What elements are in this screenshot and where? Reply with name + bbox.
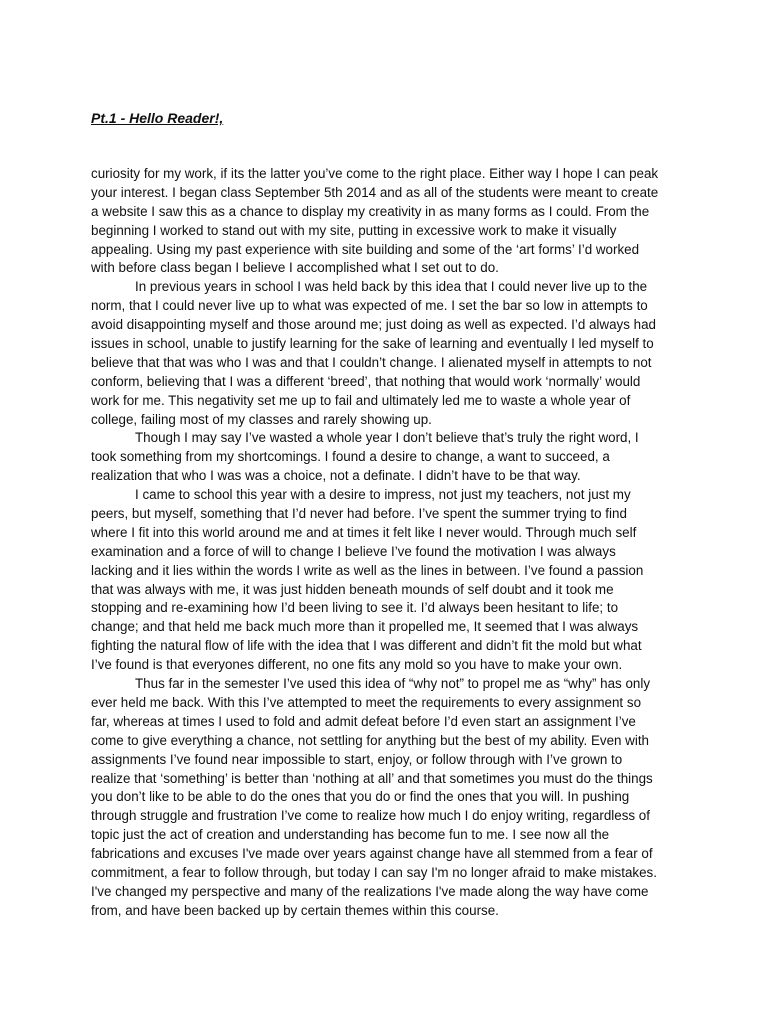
paragraph-first-line: Though I may say I’ve wasted a whole year I don’t believe that’s truly the right word, I [135, 430, 639, 446]
text-line: curiosity for my work, if its the latter you’ve come to the right place. Either way I hope I can peak [91, 166, 659, 181]
text-line: commitment, a fear to follow through, but today I can say I'm no longer afraid to make mistakes. [91, 864, 657, 880]
text-line: realize that ‘something’ is better than ‘nothing at all’ and that sometimes you must do the things [91, 770, 653, 786]
text-line: your interest. I began class September 5th 2014 and as all of the students were meant to create [91, 184, 659, 200]
text-line: appealing. Using my past experience with site building and some of the ‘art forms’ I’d worked [91, 241, 640, 257]
text-line: peers, but myself, something that I’d never had before. I’ve spent the summer trying to find [91, 506, 627, 522]
text-line: change; and that held me back much more than it propelled me, It seemed that I was always [91, 619, 639, 635]
text-line: avoid disappointing myself and those around me; just doing as well as expected. I’d always had [91, 317, 656, 333]
text-line: fighting the natural flow of life with the idea that I was different and didn’t fit the mold but what [91, 638, 642, 654]
document-title: Pt.1 - Hello Reader!, [91, 110, 224, 126]
paragraph-first-line: I came to school this year with a desire to impress, not just my teachers, not just my [135, 487, 631, 503]
text-line: issues in school, unable to justify learning for the sake of learning and eventually I led myself to [91, 336, 654, 352]
text-line: fabrications and excuses I've made over years against change have all stemmed from a fear of [91, 846, 653, 862]
text-line: realization that who I was was a choice, not a definate. I didn’t have to be that way. [91, 468, 581, 484]
text-line: I’ve found is that everyones different, no one fits any mold so you have to make your own. [91, 657, 623, 673]
paragraph-first-line: In previous years in school I was held back by this idea that I could never live up to the [135, 279, 648, 295]
text-line: you don’t like to be able to do the ones that you do or find the ones that you will. In pushing [91, 789, 630, 805]
text-line: far, whereas at times I used to fold and admit defeat before I’d even start an assignment I’ve [91, 713, 636, 729]
text-line: I've changed my perspective and many of the realizations I've made along the way have come [91, 883, 649, 899]
text-line: beginning I worked to stand out with my site, putting in excessive work to make it visually [91, 222, 617, 238]
text-line: come to give everything a chance, not settling for anything but the best of my ability. Even with [91, 732, 649, 748]
text-line: examination and a force of will to change I believe I’ve found the motivation I was always [91, 543, 616, 559]
text-line: topic just the act of creation and understanding has become fun to me. I see now all the [91, 827, 610, 843]
text-line: through struggle and frustration I’ve come to realize how much I do enjoy writing, regardless of [91, 808, 650, 824]
text-line: that was always with me, it was just hidden beneath mounds of self doubt and it took me [91, 581, 614, 597]
text-line: ever held me back. With this I’ve attempted to meet the requirements to every assignment so [91, 694, 642, 710]
text-line: lacking and it lies within the words I write as well as the lines in between. I’ve found a passion [91, 562, 644, 578]
text-line: from, and have been backed up by certain themes within this course. [91, 902, 499, 918]
text-line: with before class began I believe I accomplished what I set out to do. [91, 260, 499, 276]
text-line: stopping and re-examining how I’d been living to see it. I’d always been hesitant to life; to [91, 600, 619, 616]
text-line: work for me. This negativity set me up to fail and ultimately led me to waste a whole year of [91, 392, 631, 408]
text-line: assignments I’ve found near impossible to start, enjoy, or follow through with I’ve grown to [91, 751, 623, 767]
text-line: conform, believing that I was a different ‘breed’, that nothing that would work ‘normally’ would [91, 373, 641, 389]
document-body [91, 165, 661, 921]
text-line: where I fit into this world around me and at times it felt like I never would. Through much self [91, 524, 637, 540]
paragraph-first-line: Thus far in the semester I’ve used this idea of “why not” to propel me as “why” has only [135, 676, 651, 692]
text-line: a website I saw this as a chance to display my creativity in as many forms as I could. From the [91, 203, 650, 219]
text-line: norm, that I could never live up to what was expected of me. I set the bar so low in attempts to [91, 298, 648, 314]
text-line: college, failing most of my classes and rarely showing up. [91, 411, 432, 427]
text-line: took something from my shortcomings. I found a desire to change, a want to succeed, a [91, 449, 610, 465]
text-line: believe that that was who I was and that I couldn’t change. I alienated myself in attempts to not [91, 354, 652, 370]
